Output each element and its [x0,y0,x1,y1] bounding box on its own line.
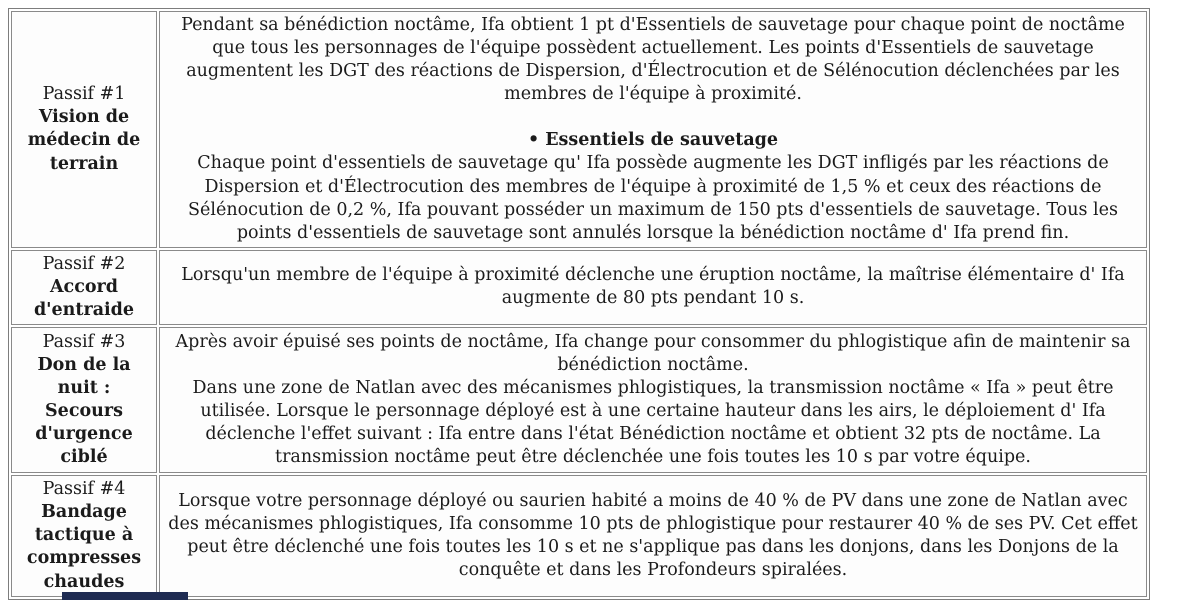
passive-description: Pendant sa bénédiction noctâme, Ifa obtient 1 pt d'Essentiels de sauvetage pour chaque point de noctâme que tous les personnages de l'équipe possèdent actuellement. Les points d'Essentiels de sauvetage augmentent les DGT des réactions de Dispersion, d'Électrocution et de Sélénocution déclenchées par les membres de l'équipe à proximité. [181,15,1125,105]
passive-name: Accord d'entraide [33,276,135,321]
passive-description-detail: Chaque point d'essentiels de sauvetage qu' Ifa possède augmente les DGT infligés par les réactions de Dispersion et d'Électrocution des membres de l'équipe à proximité de 1,5 % et ceux des réactions de Sélénocution de 0,2 %, Ifa pouvant posséder un maximum de 150 pts d'essentiels de sauvetage. Tous les points d'essentiels de sauvetage sont annulés lorsque la bénédiction noctâme d' Ifa prend fin. [188,153,1118,243]
passive-desc-cell-1 [159,11,1147,248]
passive-label-cell-4 [11,475,157,596]
passive-row-2 [11,250,1147,325]
bullet-heading: • Essentiels de sauvetage [527,130,779,151]
passive-id: Passif #4 [42,479,126,500]
passive-id: Passif #3 [42,331,126,352]
passive-row-4 [11,475,1147,596]
passive-desc-cell-4 [159,475,1147,596]
passive-desc-cell-3 [159,327,1147,473]
passive-description: Lorsqu'un membre de l'équipe à proximité déclenche une éruption noctâme, la maîtrise élémentaire d' Ifa augmente de 80 pts pendant 10 s. [181,265,1125,309]
passive-description: Lorsque votre personnage déployé ou saurien habité a moins de 40 % de PV dans une zone de Natlan avec des mécanismes phlogistiques, Ifa consomme 10 pts de phlogistique pour restaurer 40 % de ses PV. Cet effet peut être déclenché une fois toutes les 10 s et ne s'applique pas dans les donjons, dans les Donjons de la conquête et dans les Profondeurs spiralées. [168,490,1138,580]
passive-name: Vision de médecin de terrain [27,107,141,174]
passive-description: Après avoir épuisé ses points de noctâme, Ifa change pour consommer du phlogistique afin de maintenir sa bénédiction noctâme. [175,331,1131,375]
passive-row-3 [11,327,1147,473]
passive-name: Don de la nuit : Secours d'urgence ciblé [35,354,133,468]
passive-label-cell-2 [11,250,157,325]
passive-name: Bandage tactique à compresses chaudes [26,502,142,592]
passive-row-1 [11,11,1147,248]
passive-label-cell-3 [11,327,157,473]
passive-desc-cell-2 [159,250,1147,325]
passive-id: Passif #2 [42,253,126,274]
next-section-partial-bar [62,592,188,600]
passives-table [8,8,1150,600]
passive-label-cell-1 [11,11,157,248]
passive-id: Passif #1 [42,84,126,105]
passive-description-detail: Dans une zone de Natlan avec des mécanismes phlogistiques, la transmission noctâme « Ifa » peut être utilisée. Lorsque le personnage déployé est à une certaine hauteur dans les airs, le déploiement d' Ifa déclenche l'effet suivant : Ifa entre dans l'état Bénédiction noctâme et obtient 32 pts de noctâme. La transmission noctâme peut être déclenchée une fois toutes les 10 s par votre équipe. [192,378,1114,468]
